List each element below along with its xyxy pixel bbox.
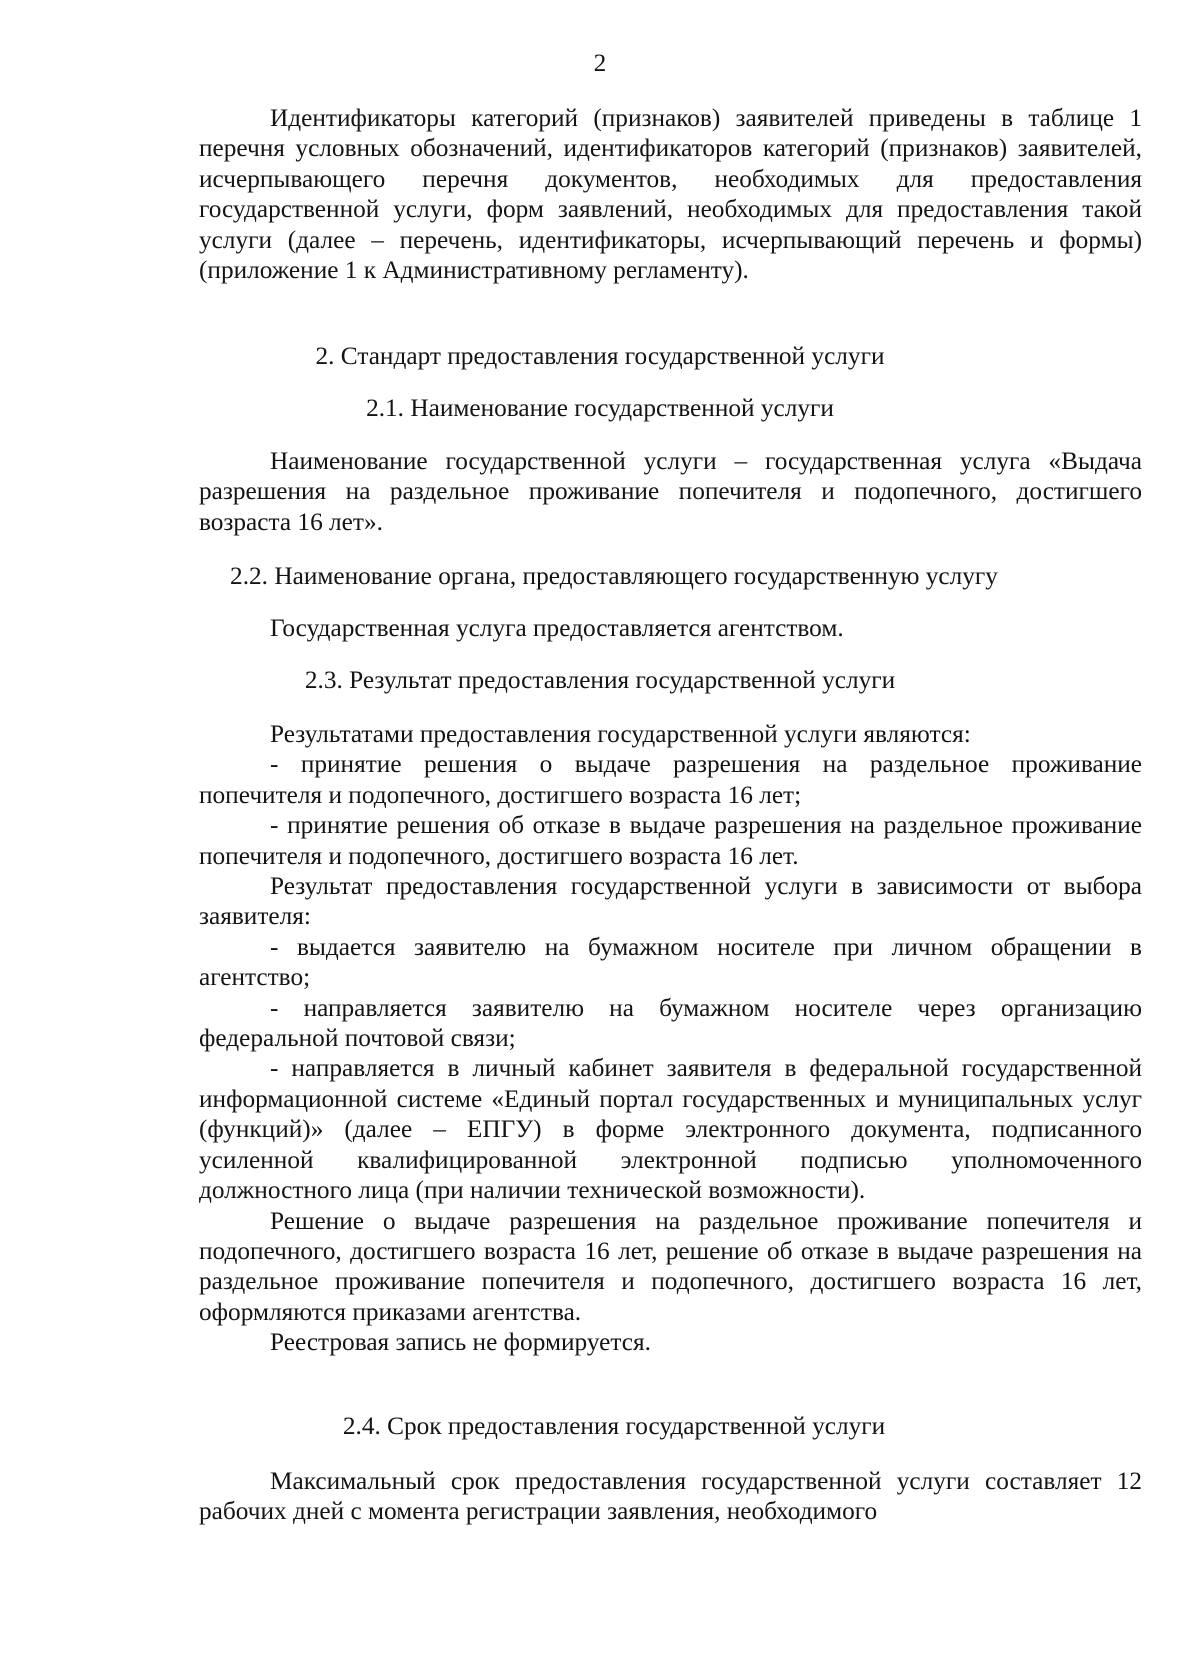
section-2-2-body	[199, 613, 1142, 643]
section-2-4-body	[199, 1466, 1142, 1527]
section-2-heading: 2. Стандарт предоставления государственной услуги	[315, 342, 885, 370]
section-2-3-heading: 2.3. Результат предоставления государственной услуги	[304, 666, 896, 694]
provider-paragraph: Государственная услуга предоставляется агентством.	[270, 614, 844, 642]
section-2-3-body	[199, 719, 1142, 1358]
service-name-paragraph: Наименование государственной услуги – государственная услуга «Выдача разрешения на раздельное проживание попечителя и подопечного, достигшего возраста 16 лет».	[199, 447, 1142, 536]
intro-paragraph: Идентификаторы категорий (признаков) заявителей приведены в таблице 1 перечня условных обозначений, идентификаторов категорий (признаков) заявителей, исчерпывающего перечня документов, необходимых для предоставления государственной услуги, форм заявлений, необходимых для предоставления такой услуги (далее – перечень, идентификаторы, исчерпывающий перечень и формы) (приложение 1 к Административному регламенту).	[199, 104, 1142, 285]
result-item: - принятие решения об отказе в выдаче разрешения на раздельное проживание попечителя и подопечного, достигшего возраста 16 лет.	[199, 811, 1142, 870]
delivery-item: - выдается заявителю на бумажном носителе при личном обращении в агентство;	[199, 932, 1142, 992]
intro-block	[199, 103, 1142, 285]
results-intro: Результатами предоставления государственной услуги являются:	[270, 720, 971, 748]
section-2-2-heading: 2.2. Наименование органа, предоставляющего государственную услугу	[230, 562, 998, 590]
decision-paragraph: Решение о выдаче разрешения на раздельное проживание попечителя и подопечного, достигшего возраста 16 лет, решение об отказе в выдаче разрешения на раздельное проживание попечителя и подопечного, достигшего возраста 16 лет, оформляются приказами агентства.	[199, 1206, 1142, 1326]
page-number: 2	[593, 49, 607, 77]
delivery-item: - направляется в личный кабинет заявителя в федеральной государственной информационной системе «Единый портал государственных и муниципальных услуг (функций)» (далее – ЕПГУ) в форме электронного документа, подписанного усиленной квалифицированной электронной подписью уполномоченного должностного лица (при наличии технической возможности).	[199, 1054, 1142, 1205]
deadline-paragraph: Максимальный срок предоставления государственной услуги составляет 12 рабочих дней с момента регистрации заявления, необходимого	[199, 1467, 1142, 1526]
section-2-1-heading: 2.1. Наименование государственной услуги	[366, 394, 834, 422]
result-item: - принятие решения о выдаче разрешения на раздельное проживание попечителя и подопечного, достигшего возраста 16 лет;	[199, 750, 1142, 809]
delivery-intro: Результат предоставления государственной услуги в зависимости от выбора заявителя:	[199, 872, 1142, 931]
delivery-item: - направляется заявителю на бумажном носителе через организацию федеральной почтовой связи;	[199, 993, 1142, 1053]
section-2-1-body	[199, 446, 1142, 537]
section-2-4-heading: 2.4. Срок предоставления государственной услуги	[342, 1412, 886, 1440]
registry-paragraph: Реестровая запись не формируется.	[270, 1328, 651, 1357]
